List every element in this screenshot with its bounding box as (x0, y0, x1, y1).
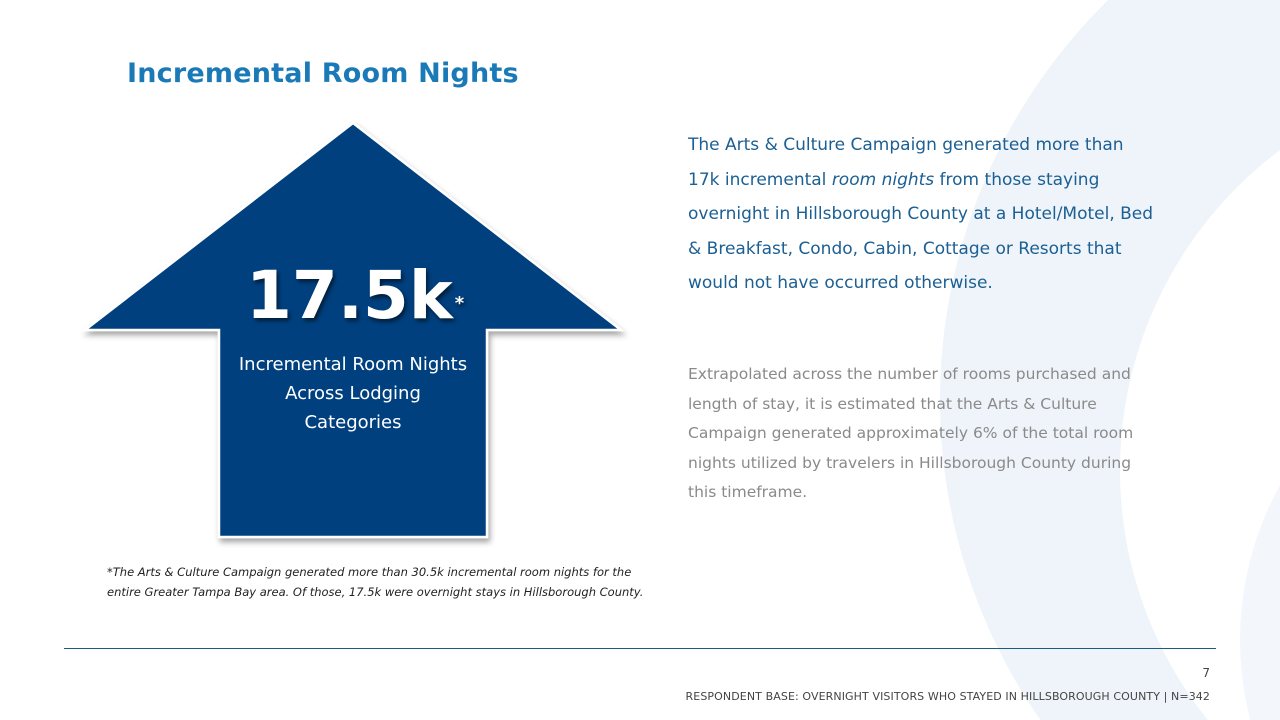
room-nights-label (219, 350, 487, 437)
label-line: Incremental Room Nights (238, 354, 468, 375)
page-number: 7 (1202, 666, 1210, 680)
asterisk-marker: * (454, 293, 465, 314)
summary-text-emphasis: room nights (831, 169, 935, 190)
summary-text-end: from those staying overnight in Hillsborough County at a Hotel/Motel, Bed & Breakfast, Condo, Cabin, Cottage or Resorts that would not have occurred otherwise. (688, 169, 1154, 293)
page-title: Incremental Room Nights (127, 58, 519, 89)
room-nights-value (246, 256, 466, 336)
summary-text-start: The Arts & Culture Campaign generated more than 17k incremental (688, 135, 1124, 190)
label-line: Categories (304, 412, 402, 433)
footnote: *The Arts & Culture Campaign generated more than 30.5k incremental room nights for the entire Greater Tampa Bay area. Of those, 17.5k were overnight stays in Hillsborough County. (107, 565, 644, 599)
footer-divider (64, 648, 1216, 649)
room-nights-number: 17.5k (246, 257, 453, 334)
respondent-base-note: RESPONDENT BASE: OVERNIGHT VISITORS WHO STAYED IN HILLSBOROUGH COUNTY | N=342 (685, 690, 1210, 703)
summary-paragraph (688, 128, 1158, 301)
extrapolation-paragraph: Extrapolated across the number of rooms purchased and length of stay, it is estimated that the Arts & Culture Campaign generated approximately 6% of the total room nights utilized by travelers in Hillsborough County during this timeframe. (688, 365, 1134, 501)
label-line: Across Lodging (285, 383, 421, 404)
